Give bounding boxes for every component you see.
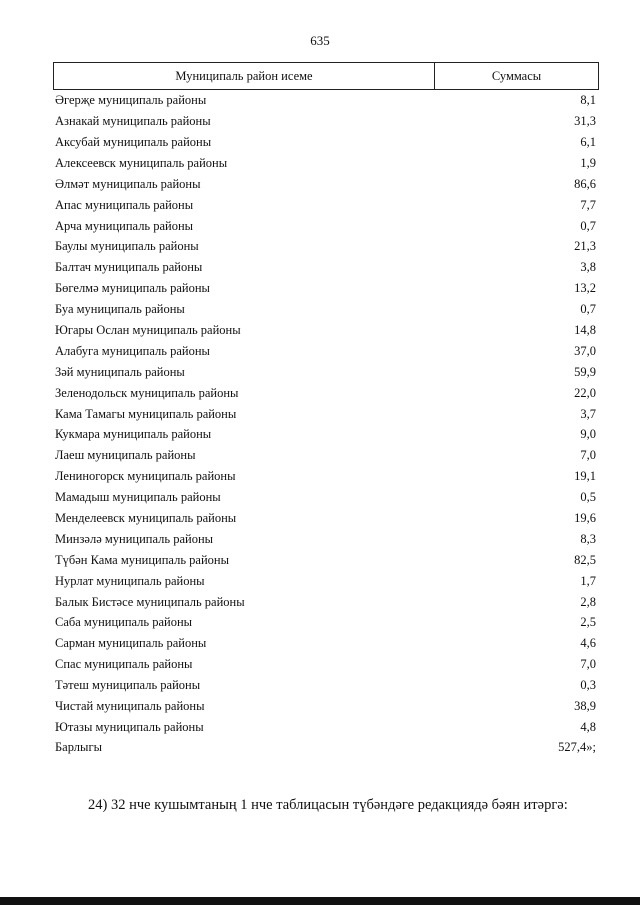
district-name: Лаеш муниципаль районы: [55, 448, 196, 463]
table-row: [55, 278, 596, 299]
table-row: [55, 612, 596, 633]
district-name: Зеленодольск муниципаль районы: [55, 385, 239, 400]
district-name: Әгерҗе муниципаль районы: [55, 93, 207, 108]
district-name: Балык Бистәсе муниципаль районы: [55, 594, 245, 609]
district-sum: 7,0: [580, 448, 596, 463]
table-row: [55, 717, 596, 738]
district-name: Әлмәт муниципаль районы: [55, 176, 201, 191]
district-name: Саба муниципаль районы: [55, 615, 193, 630]
district-name: Аксубай муниципаль районы: [55, 134, 212, 149]
district-name: Кукмара муниципаль районы: [55, 427, 212, 442]
district-sum: 7,0: [580, 657, 596, 672]
district-sum: 21,3: [574, 239, 596, 254]
table-row: [55, 257, 596, 278]
table-row: [55, 550, 596, 571]
district-name: Зәй муниципаль районы: [55, 364, 185, 379]
district-name: Бөгелмә муниципаль районы: [55, 281, 210, 296]
district-sum: 0,3: [580, 678, 596, 693]
table-row: [55, 508, 596, 529]
district-name: Алексеевск муниципаль районы: [55, 155, 228, 170]
district-sum: 0,7: [580, 302, 596, 317]
table-row: [55, 445, 596, 466]
district-sum: 8,1: [580, 93, 596, 108]
total-row: [55, 737, 596, 757]
district-sum: 6,1: [580, 134, 596, 149]
district-sum: 1,9: [580, 155, 596, 170]
district-sum: 2,8: [580, 594, 596, 609]
district-sum: 1,7: [580, 573, 596, 588]
district-name: Чистай муниципаль районы: [55, 699, 205, 714]
table-body: [55, 90, 596, 738]
district-sum: 0,7: [580, 218, 596, 233]
table-row: [55, 529, 596, 550]
district-sum: 14,8: [574, 322, 596, 337]
district-name: Алабуга муниципаль районы: [55, 343, 210, 358]
district-name: Минзәлә муниципаль районы: [55, 531, 214, 546]
district-name: Азнакай муниципаль районы: [55, 114, 211, 129]
table-row: [55, 382, 596, 403]
table-row: [55, 696, 596, 717]
district-name: Лениногорск муниципаль районы: [55, 469, 236, 484]
district-name: Кама Тамагы муниципаль районы: [55, 406, 237, 421]
district-sum: 13,2: [574, 281, 596, 296]
table-row: [55, 236, 596, 257]
district-name: Менделеевск муниципаль районы: [55, 511, 237, 525]
district-sum: 0,5: [580, 490, 596, 505]
district-sum: 22,0: [574, 385, 596, 400]
table-row: [55, 299, 596, 320]
table-row: [55, 487, 596, 508]
table-row: [55, 90, 596, 111]
table-row: [55, 153, 596, 174]
table-row: [55, 570, 596, 591]
district-sum: 19,1: [574, 469, 596, 484]
table-row: [55, 403, 596, 424]
district-sum: 3,7: [580, 406, 596, 421]
table-row: [55, 320, 596, 341]
scan-edge-bar: [0, 897, 640, 905]
table-row: [55, 466, 596, 487]
district-name: Түбән Кама муниципаль районы: [55, 552, 229, 567]
district-sum: 37,0: [574, 343, 596, 358]
district-name: Арча муниципаль районы: [55, 218, 194, 233]
district-sum: 38,9: [574, 699, 596, 714]
district-sum: 19,6: [574, 511, 596, 525]
district-name: Сарман муниципаль районы: [55, 636, 207, 651]
column-header-sum: Суммасы: [491, 68, 542, 83]
district-name: Баулы муниципаль районы: [55, 239, 199, 254]
table-row: [55, 111, 596, 132]
district-name: Ютазы муниципаль районы: [55, 719, 204, 734]
district-sum: 86,6: [574, 176, 596, 191]
district-name: Балтач муниципаль районы: [55, 260, 203, 275]
district-name: Югары Ослан муниципаль районы: [55, 322, 241, 337]
table-row: [55, 675, 596, 696]
district-sum: 3,8: [580, 260, 596, 275]
district-sum: 9,0: [580, 427, 596, 442]
table-row: [55, 362, 596, 383]
district-sum: 31,3: [574, 114, 596, 129]
table-row: [55, 341, 596, 362]
district-sum: 4,6: [580, 636, 596, 651]
total-value: 527,4»;: [558, 739, 596, 754]
district-name: Тәтеш муниципаль районы: [55, 678, 201, 693]
instruction-paragraph: 24) 32 нче кушымтаның 1 нче таблицасын түбәндәге редакциядә бәян итәргә:: [88, 797, 568, 813]
table-row: [55, 633, 596, 654]
district-sum: 8,3: [580, 531, 596, 546]
column-header-name: Муниципаль район исеме: [54, 63, 435, 89]
district-sum: 59,9: [574, 364, 596, 379]
table-row: [55, 174, 596, 195]
table-row: [55, 215, 596, 236]
district-name: Мамадыш муниципаль районы: [55, 490, 221, 505]
district-sum: 7,7: [580, 197, 596, 212]
table-row: [55, 194, 596, 215]
page-number: 635: [310, 33, 330, 48]
total-label: Барлыгы: [55, 739, 102, 754]
table-header: [53, 62, 599, 90]
table-row: [55, 591, 596, 612]
district-name: Апас муниципаль районы: [55, 197, 194, 212]
district-name: Нурлат муниципаль районы: [55, 573, 205, 588]
table-row: [55, 654, 596, 675]
district-name: Буа муниципаль районы: [55, 302, 185, 317]
district-name: Спас муниципаль районы: [55, 657, 193, 672]
district-sum: 4,8: [580, 719, 596, 734]
district-sum: 82,5: [574, 552, 596, 567]
table-row: [55, 424, 596, 445]
district-sum: 2,5: [580, 615, 596, 630]
table-row: [55, 132, 596, 153]
